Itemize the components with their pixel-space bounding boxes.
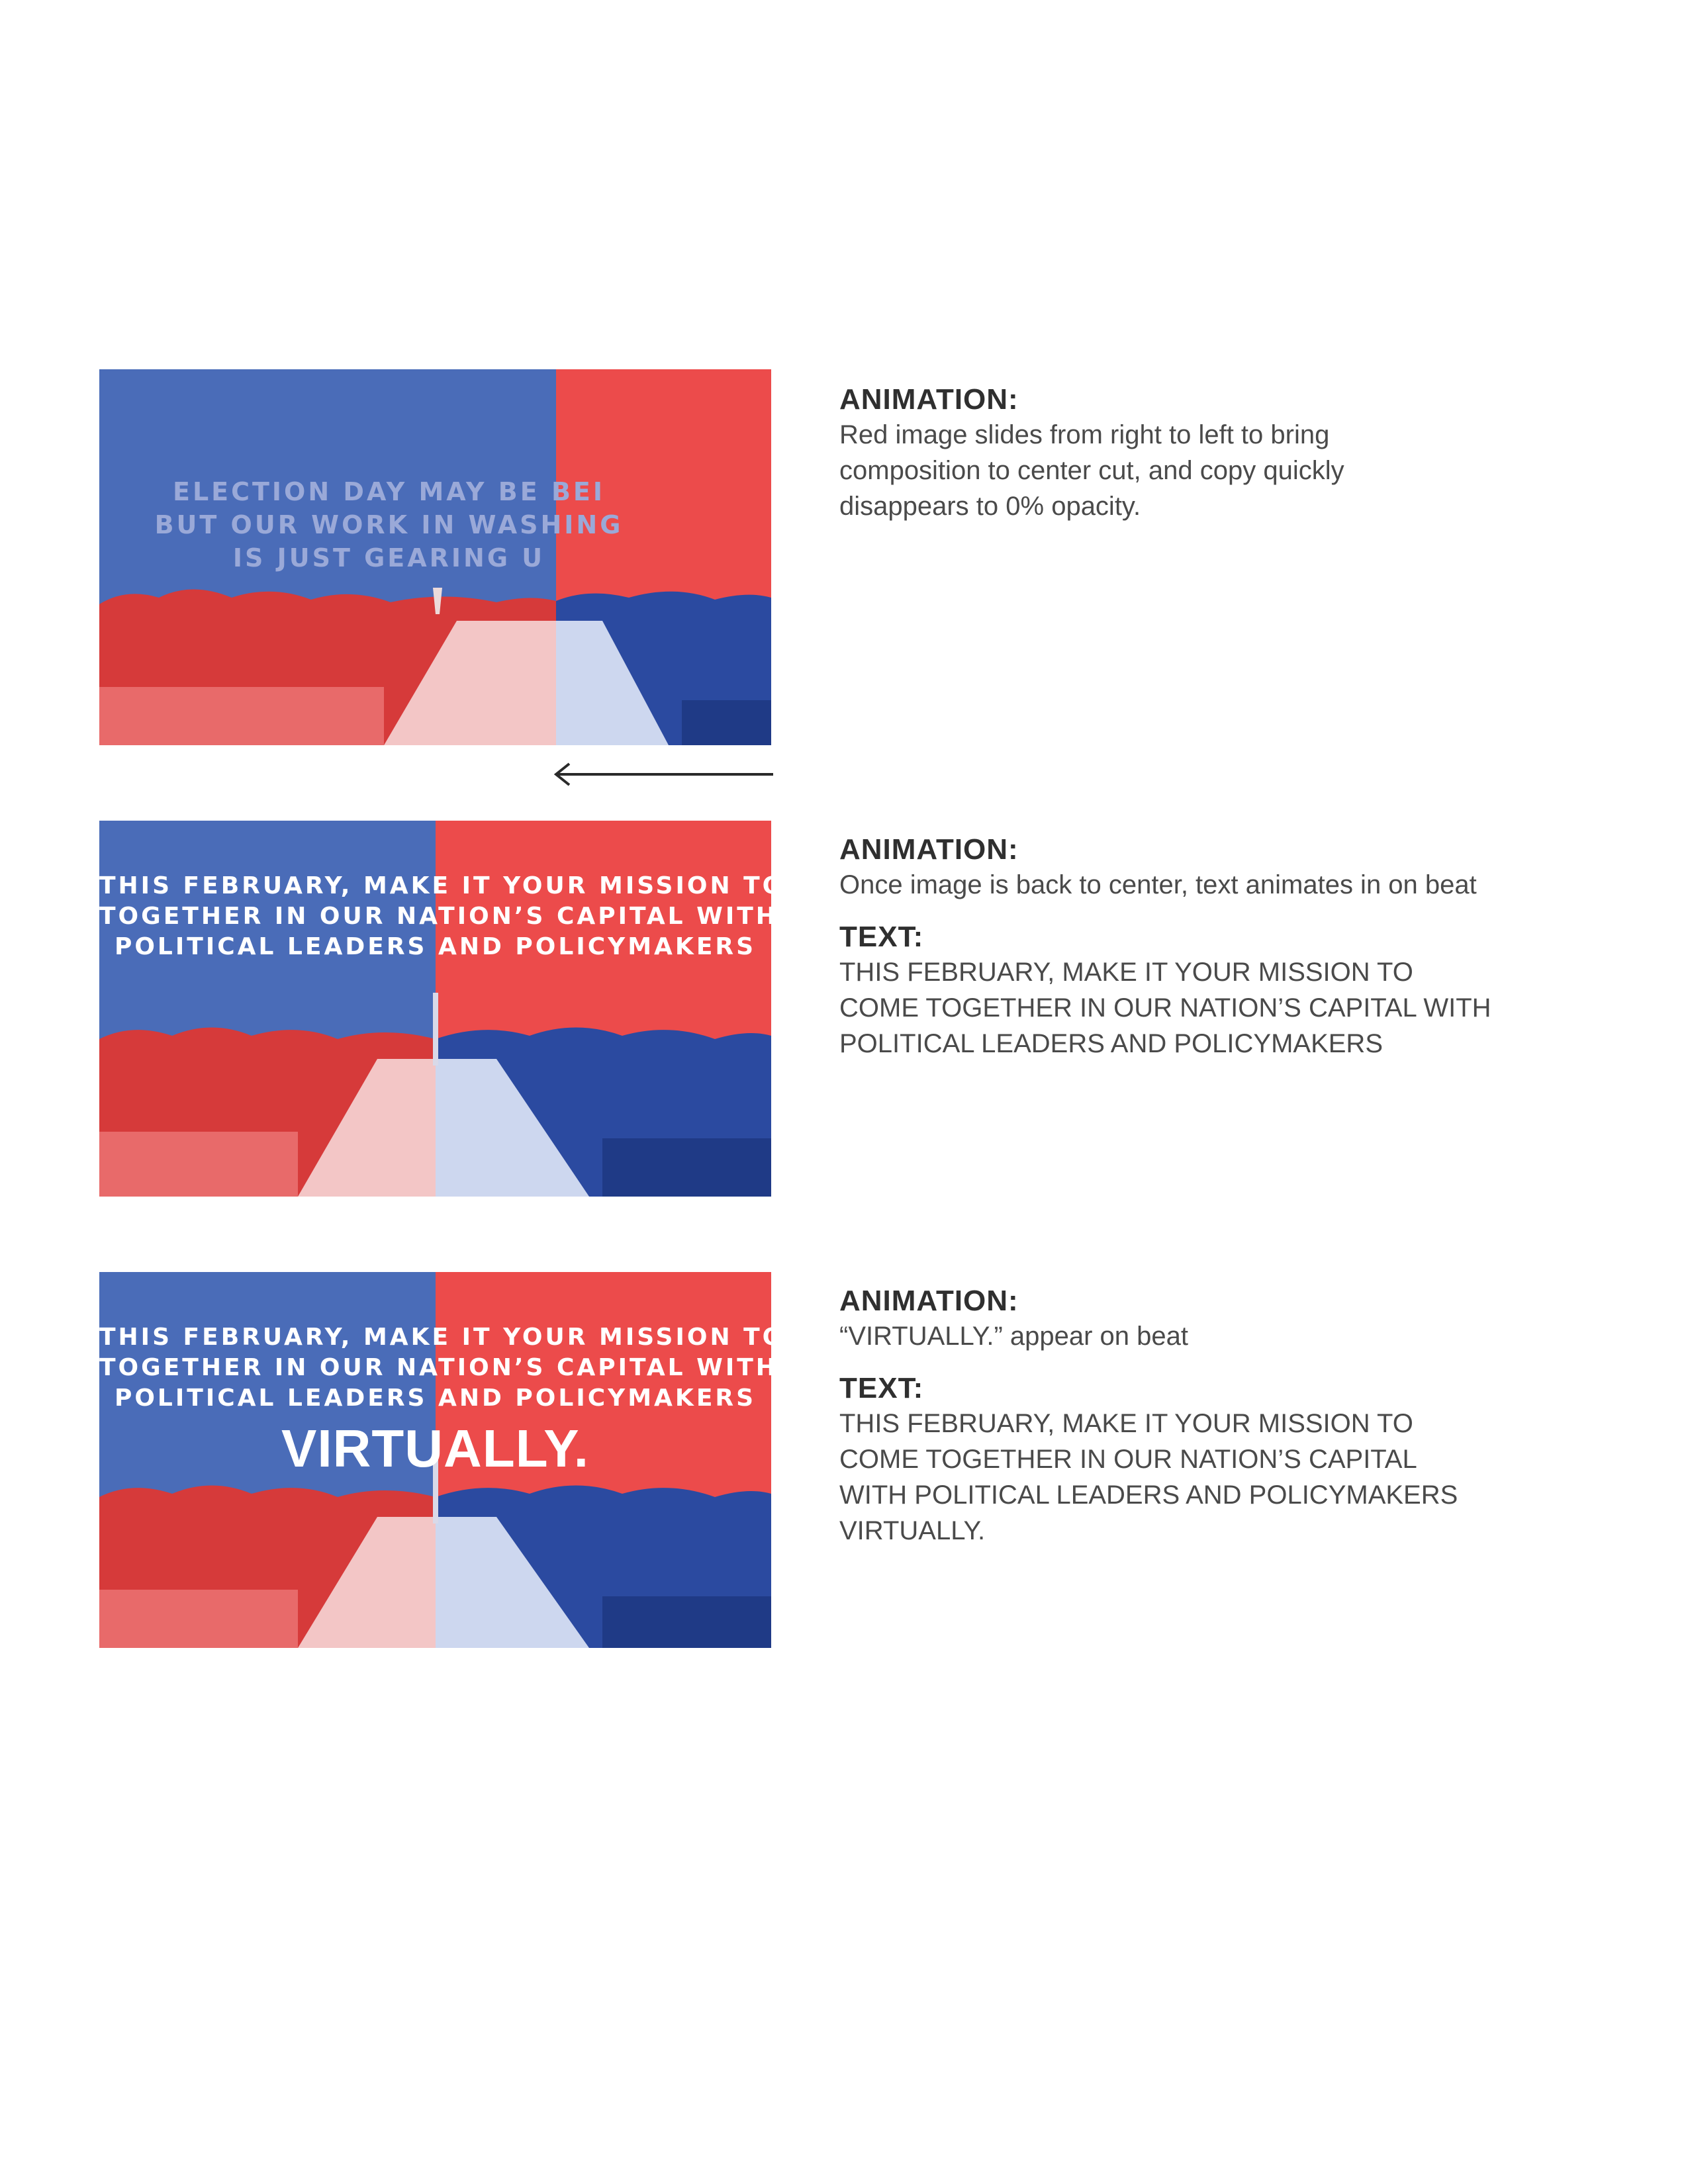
storyboard-frame-1: [99, 369, 771, 745]
text-body: THIS FEBRUARY, MAKE IT YOUR MISSION TO COME TOGETHER IN OUR NATION’S CAPITAL WITH POLITICAL LEADERS AND POLICYMAKERS: [839, 958, 1491, 1058]
animation-description: “VIRTUALLY.” appear on beat: [839, 1322, 1188, 1351]
overlay-line: IS JUST GEARING U: [232, 543, 545, 572]
left-arrow-icon: [549, 761, 774, 788]
notes-block-2: [839, 833, 1634, 1062]
overlay-line: THIS FEBRUARY, MAKE IT YOUR MISSION TO COME: [99, 1324, 885, 1351]
overlay-line: TOGETHER IN OUR NATION’S CAPITAL WITH: [99, 903, 778, 930]
overlay-line: POLITICAL LEADERS AND POLICYMAKERS: [114, 1385, 757, 1412]
overlay-line: ELECTION DAY MAY BE BEI: [172, 477, 606, 506]
animation-description: Red image slides from right to left to bring composition to center cut, and copy quickly disappears to 0% opacity.: [839, 420, 1344, 521]
overlay-line: BUT OUR WORK IN WASHING: [154, 510, 624, 539]
overlay-line: POLITICAL LEADERS AND POLICYMAKERS: [114, 933, 757, 960]
text-label: TEXT:: [839, 1372, 924, 1404]
overlay-line: THIS FEBRUARY, MAKE IT YOUR MISSION TO COME: [99, 872, 885, 899]
animation-label: ANIMATION:: [839, 383, 1019, 416]
notes-block-3: [839, 1284, 1634, 1549]
animation-description: Once image is back to center, text animates in on beat: [839, 870, 1477, 899]
overlay-line: TOGETHER IN OUR NATION’S CAPITAL WITH: [99, 1354, 778, 1381]
text-label: TEXT:: [839, 921, 924, 953]
text-body: THIS FEBRUARY, MAKE IT YOUR MISSION TO COME TOGETHER IN OUR NATION’S CAPITAL WITH POLITICAL LEADERS AND POLICYMAKERS VIRTUALLY.: [839, 1409, 1458, 1545]
animation-label: ANIMATION:: [839, 1285, 1019, 1317]
animation-label: ANIMATION:: [839, 833, 1019, 866]
notes-block-1: [839, 383, 1634, 524]
virtually-word: VIRTUALLY.: [281, 1419, 589, 1478]
frame-1-overlay-copy: [53, 475, 725, 574]
